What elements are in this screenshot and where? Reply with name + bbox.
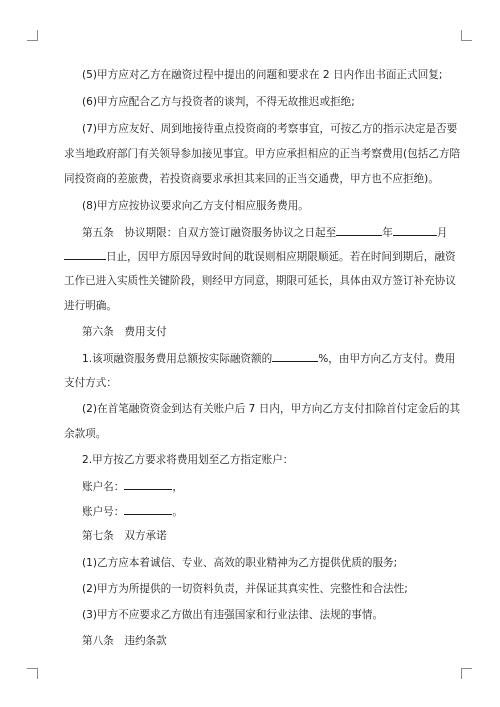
account-number-line	[82, 504, 183, 520]
paragraph-line: (5)甲方应对乙方在融资过程中提出的问题和要求在 2 日内作出书面正式回复;	[82, 69, 443, 81]
section-heading: 第七条 双方承诺	[82, 530, 167, 542]
section-heading: 第六条 费用支付	[82, 326, 167, 338]
blank-field[interactable]	[64, 249, 106, 260]
paragraph-line: 2.甲方按乙方要求将费用划至乙方指定账户：	[82, 454, 294, 466]
blank-field[interactable]	[272, 351, 318, 362]
paragraph-line: (2)甲方为所提供的一切资料负责，并保证其真实性、完整性和合法性;	[82, 583, 408, 595]
account-number-label: 账户号：	[82, 506, 125, 518]
section-heading: 第八条 违约条款	[82, 635, 167, 647]
paragraph-line: 支付方式：	[64, 377, 117, 389]
fee-clause-text: 1.该项融资服务费用总额按实际融资额的	[82, 353, 273, 365]
term-clause-text: 第五条 协议期限：自双方签订融资服务协议之日起至	[82, 227, 337, 239]
crop-mark-bottom-left	[27, 668, 38, 679]
account-name-field[interactable]	[124, 479, 172, 490]
paragraph-line: (7)甲方应友好、周到地接待重点投资商的考察事宜，可按乙方的指示决定是否要	[82, 123, 458, 135]
account-name-label: 账户名：	[82, 481, 125, 493]
account-name-line	[82, 479, 183, 495]
paragraph-line: (1)乙方应本着诚信、专业、高效的职业精神为乙方提供优质的服务;	[82, 557, 398, 569]
blank-field[interactable]	[393, 225, 437, 236]
paragraph-line: 工作已进入实质性关键阶段，则经甲方同意，期限可延长，具体由双方签订补充协议	[64, 275, 456, 287]
punctuation: ，	[172, 481, 183, 493]
punctuation: 。	[172, 506, 183, 518]
year-label: 年	[382, 227, 393, 239]
paragraph-line: (6)甲方应配合乙方与投资者的谈判，不得无故推迟或拒绝;	[82, 96, 355, 108]
paragraph-line: (3)甲方不应要求乙方做出有违强国家和行业法律、法规的事情。	[82, 609, 384, 621]
fee-clause-line	[82, 351, 455, 367]
fee-clause-text: %，由甲方向乙方支付。费用	[318, 353, 456, 365]
crop-mark-bottom-right	[461, 668, 472, 679]
paragraph-line: 余款项。	[64, 428, 107, 440]
term-clause-line	[82, 225, 447, 241]
crop-mark-top-left	[27, 30, 38, 41]
term-clause-line	[64, 249, 456, 265]
blank-field[interactable]	[336, 225, 382, 236]
paragraph-line: 求当地政府部门有关领导参加接见事宜。甲方应承担相应的正当考察费用(包括乙方陪	[64, 148, 461, 160]
crop-mark-top-right	[461, 30, 472, 41]
paragraph-line: 进行明确。	[64, 300, 117, 312]
term-clause-text: 日止，因甲方原因导致时间的耽误则相应期限顺延。若在时间到期后，融资	[106, 251, 456, 263]
paragraph-line: (2)在首笔融资资金到达有关账户后 7 日内，甲方向乙方支付扣除首付定金后的其	[82, 403, 461, 415]
paragraph-line: 同投资商的差旅费，若投资商要求承担其来回的正当交通费，甲方也不应拒绝)。	[64, 173, 439, 185]
paragraph-line: (8)甲方应按协议要求向乙方支付相应服务费用。	[82, 200, 309, 212]
month-label: 月	[436, 227, 448, 239]
account-number-field[interactable]	[124, 504, 172, 515]
